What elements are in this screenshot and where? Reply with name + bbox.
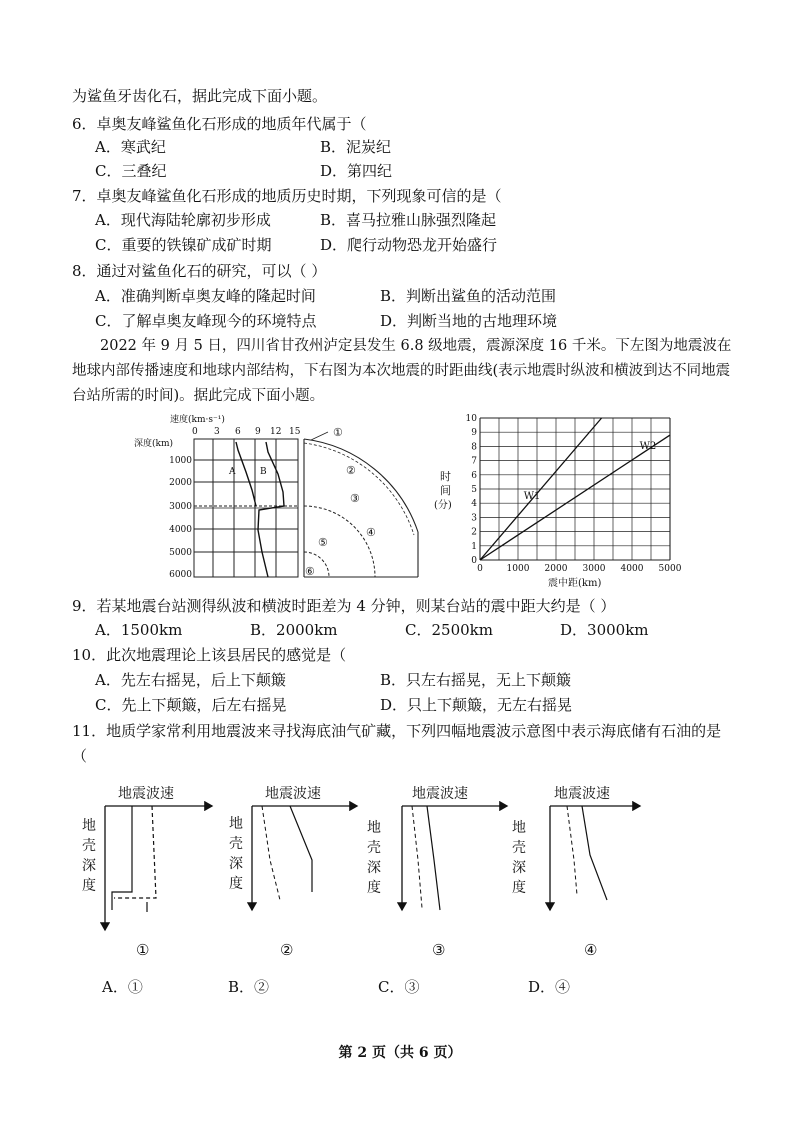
q10-option-a: A．先左右摇晃，后上下颠簸: [95, 671, 286, 689]
depth-tick: 3000: [169, 502, 192, 512]
x-tick: 1000: [506, 564, 530, 574]
question-8-stem: 8．通过对鲨鱼化石的研究，可以（ ）: [72, 262, 327, 280]
y-tick: 10: [465, 414, 477, 424]
speed-tick: 9: [255, 427, 261, 437]
y-axis-label-1: 时: [440, 470, 451, 483]
q6-option-c: C．三叠纪: [95, 162, 167, 180]
question-9-stem: 9．若某地震台站测得纵波和横波时距差为 4 分钟，则某台站的震中距大约是（ ）: [72, 597, 616, 615]
question-7-stem: 7．卓奥友峰鲨鱼化石形成的地质历史时期，下列现象可信的是（: [72, 187, 502, 205]
depth-tick: 1000: [169, 456, 192, 466]
depth-ticks: [169, 456, 192, 580]
diagram-3-side-1: 地: [367, 820, 381, 836]
x-axis-label: 震中距(km): [548, 578, 602, 589]
seismic-diagram-2: [229, 785, 357, 959]
figure-seismic-diagrams: [72, 780, 672, 960]
diagram-4-side-3: 深: [512, 860, 526, 876]
q11-option-d: D．④: [528, 978, 571, 996]
seismic-diagram-3: [367, 785, 507, 959]
question-11-stem-end: （: [72, 747, 88, 765]
q11-option-c: C．③: [378, 978, 420, 996]
passage-earthquake: 2022 年 9 月 5 日，四川省甘孜州泸定县发生 6.8 级地震，震源深度 16 千米。下左图为地震波在地球内部传播速度和地球内部结构，下右图为本次地震的时距曲线(表示地震时纵波和横波到达不同地震台站所需的时间)。据此完成下面小题。: [72, 338, 732, 404]
speed-ticks: [192, 427, 301, 437]
y-axis-label-2: 间: [440, 484, 451, 497]
layer-label-1: ①: [333, 426, 343, 439]
series-w1-label: W1: [523, 490, 541, 502]
diagram-1-side-2: 壳: [82, 838, 96, 854]
diagram-4-side-1: 地: [512, 820, 526, 836]
diagram-1-side-1: 地: [82, 818, 96, 834]
q11-option-b: B．②: [228, 978, 270, 996]
q10-option-c: C．先上下颠簸，后左右摇晃: [95, 696, 287, 714]
speed-tick: 12: [270, 427, 282, 437]
q8-option-c: C．了解卓奥友峰现今的环境特点: [95, 312, 317, 330]
x-tick: 3000: [582, 564, 606, 574]
speed-tick: 6: [235, 427, 241, 437]
intro-text: 为鲨鱼牙齿化石，据此完成下面小题。: [72, 87, 328, 105]
y-tick: 9: [471, 428, 477, 439]
x-tick: 5000: [658, 564, 682, 574]
curve-a: [236, 442, 256, 506]
depth-tick: 2000: [169, 478, 192, 488]
layer-label-2: ②: [346, 464, 356, 477]
layer-label-4: ④: [366, 526, 376, 539]
speed-tick: 3: [214, 427, 220, 437]
curve-b: [258, 442, 284, 577]
diagram-1-side-3: 深: [82, 858, 96, 874]
q9-option-d: D．3000km: [560, 621, 649, 639]
y-tick: 2: [471, 527, 477, 538]
diagram-3-title: 地震波速: [412, 786, 468, 802]
y-tick: 3: [471, 513, 477, 524]
y-tick: 4: [471, 499, 477, 510]
diagram-4-side-4: 度: [512, 880, 526, 896]
q8-option-a: A．准确判断卓奥友峰的隆起时间: [95, 287, 316, 305]
depth-axis-label: 深度(km): [134, 439, 174, 449]
q9-option-c: C．2500km: [405, 621, 493, 639]
y-tick: 7: [471, 456, 477, 467]
seismic-diagram-1: [82, 785, 212, 959]
figure-time-distance-chart: [432, 410, 692, 590]
speed-axis-label: 速度(km·s⁻¹): [170, 415, 225, 425]
y-tick: 8: [471, 442, 477, 453]
q7-option-b: B．喜马拉雅山脉强烈隆起: [320, 211, 497, 229]
diagram-3-side-2: 壳: [367, 840, 381, 856]
q8-option-b: B．判断出鲨鱼的活动范围: [380, 287, 557, 305]
diagram-2-side-1: 地: [229, 816, 243, 832]
diagram-1-title: 地震波速: [118, 786, 174, 802]
q7-option-a: A．现代海陆轮廓初步形成: [95, 211, 271, 229]
question-11-stem: 11．地质学家常利用地震波来寻找海底油气矿藏，下列四幅地震波示意图中表示海底储有石油的是: [72, 722, 722, 740]
q6-option-b: B．泥炭纪: [320, 138, 392, 156]
curve-a-label: A: [229, 467, 236, 477]
page-footer: 第 2 页（共 6 页）: [338, 1045, 462, 1061]
diagram-3-side-4: 度: [367, 880, 381, 896]
q8-option-d: D．判断当地的古地理环境: [380, 312, 558, 330]
x-tick: 0: [477, 564, 483, 574]
depth-tick: 5000: [169, 548, 192, 558]
q11-option-a: A．①: [102, 978, 143, 996]
depth-tick: 6000: [169, 570, 192, 580]
q7-option-d: D．爬行动物恐龙开始盛行: [320, 236, 498, 254]
depth-tick: 4000: [169, 525, 192, 535]
layer-label-3: ③: [350, 492, 360, 505]
diagram-4-side-2: 壳: [512, 840, 526, 856]
diagram-2-side-3: 深: [229, 856, 243, 872]
speed-tick: 0: [192, 427, 198, 437]
y-tick: 6: [471, 470, 477, 481]
q10-option-b: B．只左右摇晃，无上下颠簸: [380, 671, 572, 689]
q9-option-a: A．1500km: [95, 621, 183, 639]
layer-label-6: ⑥: [305, 565, 315, 578]
y-tick: 0: [471, 556, 477, 566]
curve-b-label: B: [260, 467, 267, 477]
layer-label-5: ⑤: [318, 536, 328, 549]
q6-option-d: D．第四纪: [320, 162, 393, 180]
speed-tick: 15: [289, 427, 301, 437]
diagram-1-number: ①: [136, 941, 150, 959]
diagram-3-number: ③: [432, 941, 446, 959]
diagram-3-side-3: 深: [367, 860, 381, 876]
q10-option-d: D．只上下颠簸，无左右摇晃: [380, 696, 573, 714]
q7-option-c: C．重要的铁镍矿成矿时期: [95, 236, 272, 254]
x-tick: 2000: [544, 564, 568, 574]
x-tick: 4000: [620, 564, 644, 574]
diagram-2-number: ②: [280, 941, 294, 959]
question-10-stem: 10．此次地震理论上该县居民的感觉是（: [72, 646, 347, 664]
q6-option-a: A．寒武纪: [95, 138, 166, 156]
diagram-2-title: 地震波速: [265, 786, 321, 802]
y-tick: 1: [471, 541, 477, 552]
diagram-4-number: ④: [584, 941, 598, 959]
diagram-2-side-4: 度: [229, 876, 243, 892]
diagram-4-title: 地震波速: [554, 786, 610, 802]
question-6-stem: 6．卓奥友峰鲨鱼化石形成的地质年代属于（: [72, 115, 367, 133]
y-axis-label-3: (分): [434, 500, 452, 511]
diagram-2-side-2: 壳: [229, 836, 243, 852]
figure-earth-structure: [128, 412, 428, 587]
q9-option-b: B．2000km: [250, 621, 338, 639]
diagram-1-side-4: 度: [82, 878, 96, 894]
y-tick: 5: [471, 485, 477, 495]
series-w2-label: W2: [639, 441, 657, 453]
seismic-diagram-4: [512, 785, 640, 959]
